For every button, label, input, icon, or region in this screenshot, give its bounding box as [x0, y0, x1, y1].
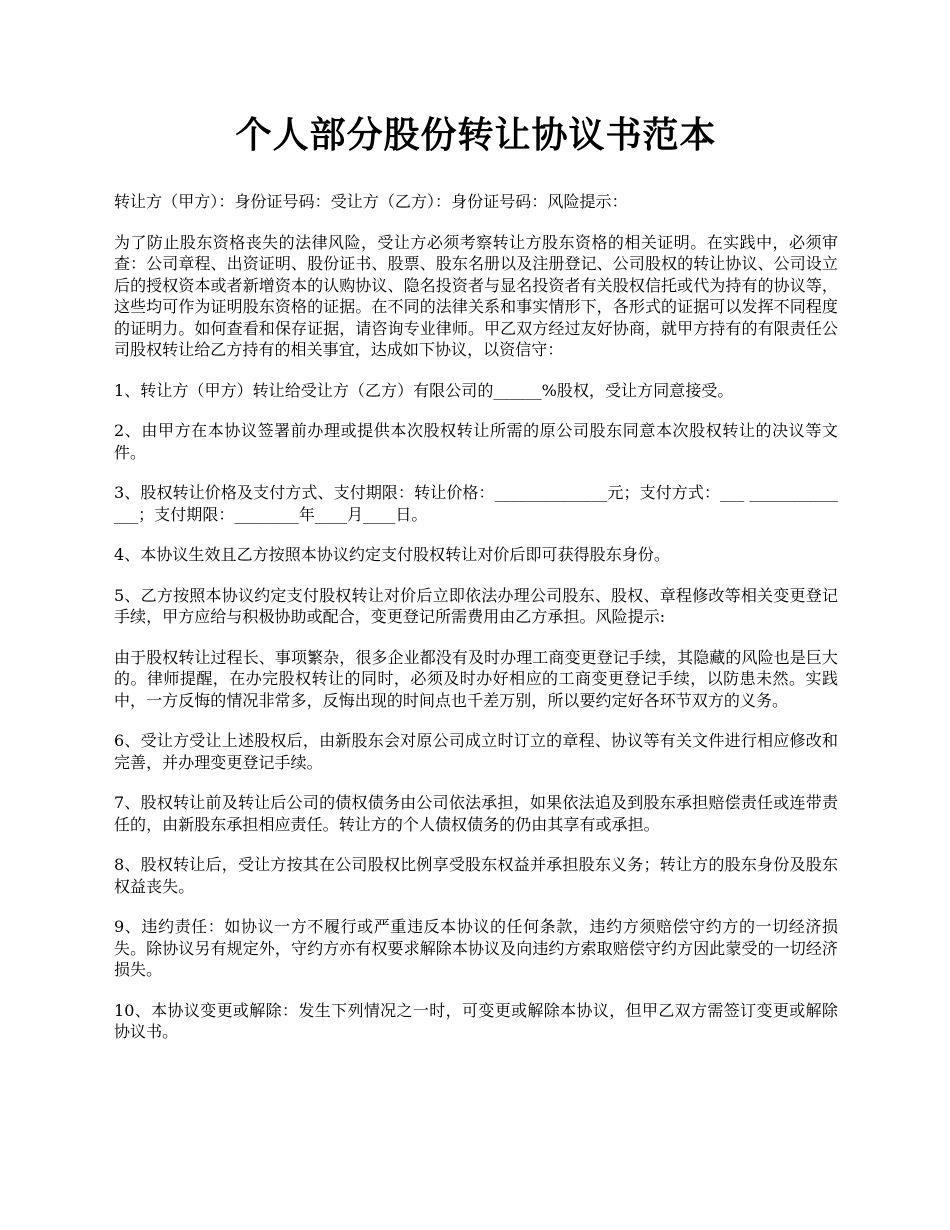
clause-4: 4、本协议生效且乙方按照本协议约定支付股权转让对价后即可获得股东身份。 — [114, 545, 670, 564]
clause-6: 6、受让方受让上述股权后，由新股东会对原公司成立时订立的章程、协议等有关文件进行相应修改和完善，并办理变更登记手续。 — [114, 731, 838, 772]
clause-9: 9、违约责任：如协议一方不履行或严重违反本协议的任何条款，违约方须赔偿守约方的一切经济损失。除协议另有规定外，守约方亦有权要求解除本协议及向违约方索取赔偿守约方因此蒙受的一切经济损失。 — [114, 917, 838, 979]
parties-line: 转让方（甲方）：身份证号码：受让方（乙方）：身份证号码：风险提示： — [114, 192, 628, 211]
clause-10: 10、本协议变更或解除：发生下列情况之一时，可变更或解除本协议，但甲乙双方需签订变更或解除协议书。 — [114, 1000, 838, 1041]
intro-paragraph: 为了防止股东资格丧失的法律风险，受让方必须考察转让方股东资格的相关证明。在实践中，必须审查：公司章程、出资证明、股份证书、股票、股东名册以及注册登记、公司股权的转让协议、公司设立后的授权资本或者新增资本的认购协议、隐名投资者与显名投资者有关股权信托或代为持有的协议等，这些均可作为证明股东资格的证据。在不同的法律关系和事实情形下，各形式的证据可以发挥不同程度的证明力。如何查看和保存证据，请咨询专业律师。甲乙双方经过友好协商，就甲方持有的有限责任公司股权转让给乙方持有的相关事宜，达成如下协议，以资信守： — [114, 232, 838, 359]
clause-2: 2、由甲方在本协议签署前办理或提供本次股权转让所需的原公司股东同意本次股权转让的决议等文件。 — [114, 421, 838, 462]
document-title: 个人部分股份转让协议书范本 — [235, 114, 717, 156]
clause-3: 3、股权转让价格及支付方式、支付期限：转让价格：______________元；支付方式：___ ______________；支付期限：________年____月____日。 — [114, 483, 838, 524]
risk-note-paragraph: 由于股权转让过程长、事项繁杂，很多企业都没有及时办理工商变更登记手续，其隐藏的风险也是巨大的。律师提醒，在办完股权转让的同时，必须及时办好相应的工商变更登记手续，以防患未然。实践中，一方反悔的情况非常多，反悔出现的时间点也千差万别，所以要约定好各环节双方的义务。 — [114, 647, 838, 710]
clause-5: 5、乙方按照本协议约定支付股权转让对价后立即依法办理公司股东、股权、章程修改等相关变更登记手续，甲方应给与积极协助或配合，变更登记所需费用由乙方承担。风险提示: — [114, 585, 838, 626]
clause-7: 7、股权转让前及转让后公司的债权债务由公司依法承担，如果依法追及到股东承担赔偿责任或连带责任的，由新股东承担相应责任。转让方的个人债权债务的仍由其享有或承担。 — [114, 793, 838, 834]
clause-1: 1、转让方（甲方）转让给受让方（乙方）有限公司的______%股权，受让方同意接受。 — [114, 380, 734, 400]
clause-8: 8、股权转让后，受让方按其在公司股权比例享受股东权益并承担股东义务；转让方的股东身份及股东权益丧失。 — [114, 855, 838, 896]
